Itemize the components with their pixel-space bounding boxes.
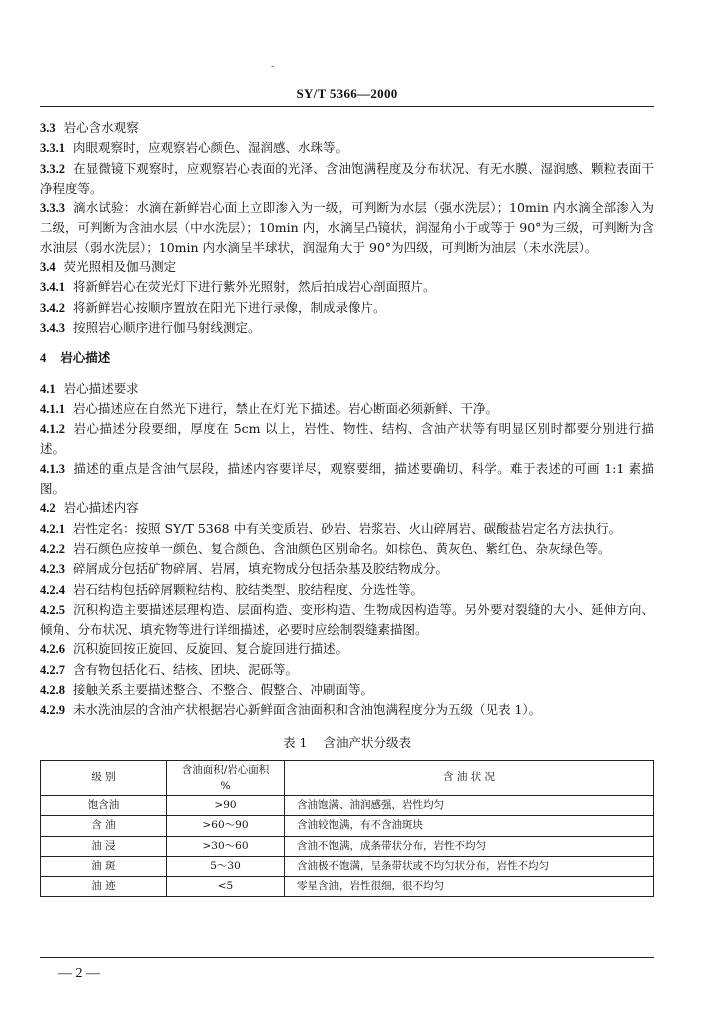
clause-text: 含有物包括化石、结核、团块、泥砾等。 [73,661,299,677]
table-row [41,877,654,897]
area-cell: >60～90 [167,816,285,836]
clause-number: 4.2.5 [40,602,65,617]
page-number: — 2 — [58,966,100,981]
clause-number: 4.1.1 [40,401,65,416]
clause-text: 接触关系主要描述整合、不整合、假整合、冲刷面等。 [73,682,374,698]
clause-paragraph [40,298,654,318]
clause-text: 将新鲜岩心在荧光灯下进行紫外光照射，然后拍成岩心剖面照片。 [73,279,436,295]
top-mark: - [271,62,275,72]
clause-number: 4.2.4 [40,582,65,597]
clause-text: 岩石颜色应按单一颜色、复合颜色、含油颜色区别命名。如棕色、黄灰色、紫红色、杂灰绿色等。 [73,540,611,556]
clause-text: 碎屑成分包括矿物碎屑、岩屑，填充物成分包括杂基及胶结物成分。 [73,561,449,577]
clause-number: 4.2.6 [40,642,65,657]
table-header-row [41,760,654,795]
table-title: 含油产状分级表 [323,734,411,750]
clause-paragraph [40,639,654,659]
clause-paragraph [40,700,654,720]
clause-number: 4.1.2 [40,422,65,437]
clause-text: 岩心含水观察 [63,120,139,135]
condition-cell: 零星含油，岩性很细，很不均匀 [285,877,654,897]
header-oil-condition: 含 油 状 况 [285,760,654,795]
clause-paragraph [40,559,654,579]
document-body [40,118,654,897]
clause-paragraph [40,159,654,199]
condition-cell: 含油较饱满，有不含油斑块 [285,816,654,836]
clause-number: 3.4.2 [40,300,65,315]
clause-paragraph [40,459,654,499]
table-caption [40,733,654,752]
clause-paragraph [40,379,654,399]
table-row [41,856,654,876]
clause-number: 4.2.7 [40,662,65,677]
table-row [41,836,654,856]
clause-text: 岩心描述应在自然光下进行，禁止在灯光下描述。岩心断面必须新鲜、干净。 [73,400,499,416]
area-cell: >90 [167,795,285,815]
table-row [41,795,654,815]
clause-text: 岩心描述要求 [63,380,139,396]
clause-paragraph [40,277,654,297]
area-cell: 5～30 [167,856,285,876]
clause-text: 未水洗油层的含油产状根据岩心新鲜面含油面积和含油饱满程度分为五级（见表 1）。 [73,702,542,718]
footer-rule [40,957,654,958]
clause-text: 描述的重点是含油气层段，描述内容要详尽，观察要细，描述要确切、科学。难于表述的可画 1:1 素描图。 [40,460,654,497]
clause-paragraph [40,419,654,459]
area-cell: <5 [167,877,285,897]
clause-paragraph [40,580,654,600]
grade-cell: 含 油 [41,816,167,836]
clause-number: 4.1.3 [40,461,65,476]
clause-text: 肉眼观察时，应观察岩心颜色、湿润感、水珠等。 [73,140,349,156]
document-header: SY/T 5366—2000 [296,86,398,101]
clause-text: 沉积构造主要描述层理构造、层面构造、变形构造、生物成因构造等。另外要对裂缝的大小、延伸方向、倾角、分布状况、填充物等进行详细描述，必要时应绘制裂缝素描图。 [40,601,654,638]
clause-paragraph [40,519,654,539]
clause-paragraph [40,399,654,419]
table-row [41,816,654,836]
grade-cell: 饱含油 [41,795,167,815]
clause-text: 岩石结构包括碎屑颗粒结构、胶结类型、胶结程度、分选性等。 [73,581,424,597]
clause-paragraph [40,257,654,277]
clause-number: 3.4 [40,260,56,275]
oil-occurrence-table [40,760,654,897]
clause-text: 将新鲜岩心按顺序置放在阳光下进行录像，制成录像片。 [73,299,386,315]
clause-text: 岩性定名：按照 SY/T 5368 中有关变质岩、砂岩、岩浆岩、火山碎屑岩、碳酸盐岩定名方法执行。 [73,520,622,536]
clause-text: 沉积旋回按正旋回、反旋回、复合旋回进行描述。 [73,641,349,657]
clause-number: 4.2 [40,501,56,516]
section-4-block [40,379,654,721]
area-cell: >30～60 [167,836,285,856]
clause-text: 岩心描述分段要细，厚度在 5cm 以上，岩性、物性、结构、含油产状等有明显区别时都要分别进行描述。 [40,421,654,457]
clause-paragraph [40,318,654,338]
condition-cell: 含油饱满、油润感强，岩性均匀 [285,795,654,815]
header-rule [40,106,654,107]
clause-number: 3.3.1 [40,141,65,156]
condition-cell: 含油极不饱满，呈条带状或不均匀状分布，岩性不均匀 [285,856,654,876]
table-number: 表 1 [283,734,308,750]
clause-number: 3.4.1 [40,280,65,295]
header-grade: 级 别 [41,760,167,795]
clause-number: 3.3.3 [40,201,65,216]
clause-paragraph [40,660,654,680]
clause-number: 4.1 [40,381,56,396]
clause-number: 3.3 [40,121,56,135]
clause-paragraph [40,539,654,559]
grade-cell: 油 斑 [41,856,167,876]
clause-number: 3.4.3 [40,320,65,335]
section-3-block [40,118,654,338]
clause-text: 按照岩心顺序进行伽马射线测定。 [73,319,261,335]
grade-cell: 油 迹 [41,877,167,897]
section-number: 4 [40,351,47,366]
header-area-ratio: 含油面积/岩心面积 % [167,760,285,795]
clause-text: 岩心描述内容 [63,500,139,516]
clause-number: 4.2.1 [40,521,65,536]
clause-text: 荧光照相及伽马测定 [63,259,177,275]
clause-paragraph [40,138,654,158]
clause-paragraph [40,118,654,138]
clause-number: 4.2.8 [40,683,65,698]
clause-number: 4.2.9 [40,703,65,718]
clause-paragraph [40,498,654,518]
condition-cell: 含油不饱满，成条带状分布，岩性不均匀 [285,836,654,856]
section-4-heading [40,348,654,368]
clause-paragraph [40,198,654,257]
clause-text: 在显微镜下观察时，应观察岩心表面的光泽、含油饱满程度及分布状况、有无水膜、湿润感、颗粒表面干净程度等。 [40,160,654,196]
clause-number: 4.2.2 [40,541,65,556]
grade-cell: 油 浸 [41,836,167,856]
clause-number: 3.3.2 [40,161,65,176]
clause-paragraph [40,680,654,700]
clause-number: 4.2.3 [40,562,65,577]
clause-text: 滴水试验：水滴在新鲜岩心面上立即渗入为一级，可判断为水层（强水洗层）；10min 内水滴全部渗入为二级，可判断为含油水层（中水洗层）；10min 内，水滴呈凸镜状，润湿角小于或等于 90°为三级，可判断为含水油层（弱水洗层）；10min 内水滴呈半球状，润湿角大于 90°为四级，可判断为油层（未水洗层）。 [40,200,654,255]
clause-paragraph [40,600,654,640]
section-title: 岩心描述 [60,350,111,366]
